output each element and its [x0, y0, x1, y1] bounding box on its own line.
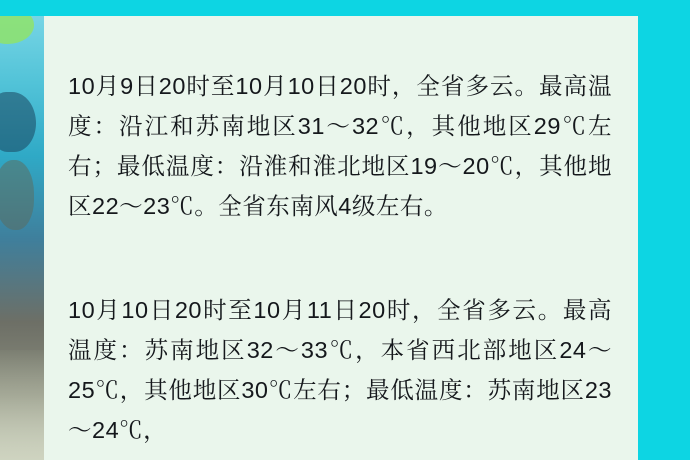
right-accent-band	[638, 0, 690, 460]
decorative-shape-light	[0, 350, 44, 460]
decorative-shape-grey	[0, 160, 34, 230]
left-photo-strip	[0, 0, 44, 460]
forecast-paragraph-1: 10月9日20时至10月10日20时，全省多云。最高温度：沿江和苏南地区31～32℃，其他地区29℃左右；最低温度：沿淮和淮北地区19～20℃，其他地区22～23℃。全省东南风4级左右。	[68, 72, 612, 219]
top-accent-band	[0, 0, 690, 16]
forecast-card-content	[44, 16, 638, 450]
forecast-paragraph-2: 10月10日20时至10月11日20时，全省多云。最高温度：苏南地区32～33℃，本省西北部地区24～25℃，其他地区30℃左右；最低温度：苏南地区23～24℃，	[68, 296, 612, 443]
forecast-card	[44, 16, 638, 460]
decorative-shape-dark	[0, 92, 36, 152]
